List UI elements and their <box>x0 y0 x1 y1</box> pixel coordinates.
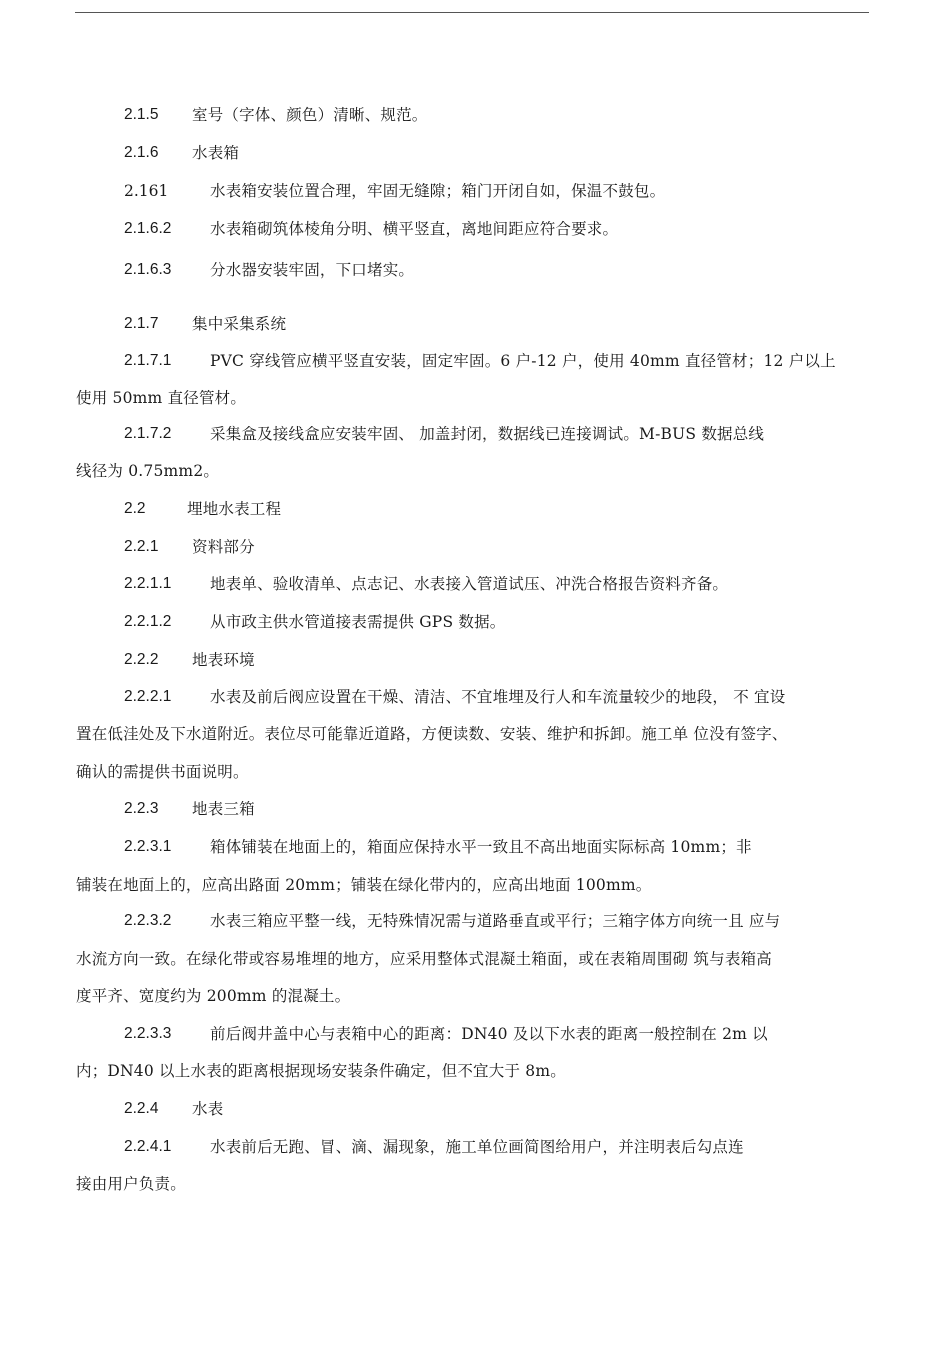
section-number: 2.161 <box>124 182 169 200</box>
section-number: 2.2.3 <box>124 800 159 817</box>
section-heading: 水表 <box>192 1100 224 1118</box>
section-heading: 水表箱 <box>192 144 240 162</box>
section-number: 2.1.6 <box>124 144 159 161</box>
header-rule <box>75 12 869 13</box>
section-text: 水表三箱应平整一线，无特殊情况需与道路垂直或平行；三箱字体方向统一且 应与 <box>210 912 781 930</box>
section-text: PVC 穿线管应横平竖直安装，固定牢固。6 户-12 户，使用 40mm 直径管材；12 户以上 <box>210 352 836 370</box>
section-text: 分水器安装牢固，下口堵实。 <box>210 261 415 279</box>
section-heading: 地表三箱 <box>192 800 255 818</box>
section-heading: 埋地水表工程 <box>187 500 282 518</box>
section-text-continuation: 铺装在地面上的，应高出路面 20mm；铺装在绿化带内的，应高出地面 100mm。 <box>76 876 652 894</box>
section-number: 2.2.4.1 <box>124 1138 172 1155</box>
section-number: 2.2.1.1 <box>124 575 172 592</box>
section-heading: 地表环境 <box>192 651 255 669</box>
section-text-continuation: 置在低洼处及下水道附近。表位尽可能靠近道路，方便读数、安装、维护和拆卸。施工单 位没有签字、 <box>76 725 788 743</box>
section-text: 水表箱安装位置合理，牢固无缝隙；箱门开闭自如，保温不鼓包。 <box>210 182 666 200</box>
section-number: 2.1.7 <box>124 315 159 332</box>
section-number: 2.2.2.1 <box>124 688 172 705</box>
section-text: 水表前后无跑、冒、滴、漏现象，施工单位画简图给用户，并注明表后勾点连 <box>210 1138 744 1156</box>
section-text-continuation: 接由用户负责。 <box>76 1175 186 1193</box>
section-text: 水表及前后阀应设置在干燥、清洁、不宜堆埋及行人和车流量较少的地段， 不 宜设 <box>210 688 786 706</box>
section-text-continuation: 线径为 0.75mm2。 <box>76 462 220 480</box>
section-text: 室号（字体、颜色）清晰、规范。 <box>192 106 428 124</box>
section-number: 2.2.2 <box>124 651 159 668</box>
section-text: 箱体铺装在地面上的，箱面应保持水平一致且不高出地面实际标高 10mm；非 <box>210 838 752 856</box>
section-number: 2.1.5 <box>124 106 159 123</box>
section-text: 水表箱砌筑体棱角分明、横平竖直，离地间距应符合要求。 <box>210 220 619 238</box>
section-heading: 集中采集系统 <box>192 315 287 333</box>
section-number: 2.2 <box>124 500 146 517</box>
section-text-continuation: 使用 50mm 直径管材。 <box>76 389 247 407</box>
section-number: 2.2.3.2 <box>124 912 172 929</box>
section-number: 2.1.6.3 <box>124 261 172 278</box>
section-text-continuation: 确认的需提供书面说明。 <box>76 763 249 781</box>
section-text: 地表单、验收清单、点志记、水表接入管道试压、冲洗合格报告资料齐备。 <box>210 575 729 593</box>
section-number: 2.2.1.2 <box>124 613 172 630</box>
section-text: 前后阀井盖中心与表箱中心的距离：DN40 及以下水表的距离一般控制在 2m 以 <box>210 1025 768 1043</box>
section-text-continuation: 内；DN40 以上水表的距离根据现场安装条件确定，但不宜大于 8m。 <box>76 1062 566 1080</box>
section-text-continuation: 度平齐、宽度约为 200mm 的混凝土。 <box>76 987 351 1005</box>
section-number: 2.2.4 <box>124 1100 159 1117</box>
section-heading: 资料部分 <box>192 538 255 556</box>
section-text: 从市政主供水管道接表需提供 GPS 数据。 <box>210 613 506 631</box>
section-number: 2.2.1 <box>124 538 159 555</box>
section-number: 2.1.7.1 <box>124 352 172 369</box>
section-text-continuation: 水流方向一致。在绿化带或容易堆埋的地方，应采用整体式混凝土箱面，或在表箱周围砌 筑与表箱高 <box>76 950 772 968</box>
section-number: 2.1.6.2 <box>124 220 172 237</box>
section-text: 采集盒及接线盒应安装牢固、 加盖封闭，数据线已连接调试。M-BUS 数据总线 <box>210 425 765 443</box>
section-number: 2.2.3.3 <box>124 1025 172 1042</box>
section-number: 2.2.3.1 <box>124 838 172 855</box>
section-number: 2.1.7.2 <box>124 425 172 442</box>
